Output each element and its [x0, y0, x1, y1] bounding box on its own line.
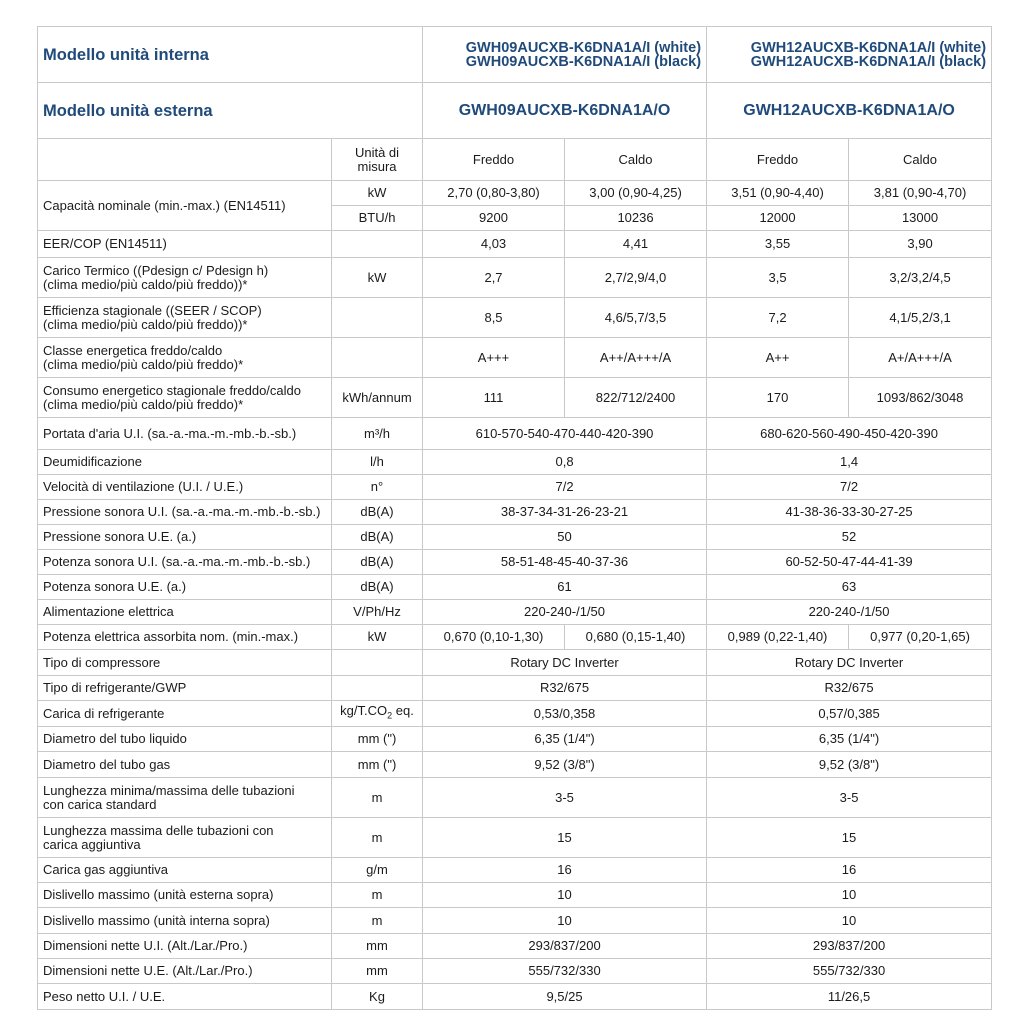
capacity-label: Capacità nominale (min.-max.) (EN14511) — [38, 181, 332, 231]
parameter-label: Lunghezza massima delle tubazioni con carica aggiuntiva — [38, 818, 332, 858]
value-cell: 52 — [707, 525, 992, 550]
value-cell: 10 — [707, 883, 992, 908]
parameter-label: Velocità di ventilazione (U.I. / U.E.) — [38, 475, 332, 500]
parameter-label: Classe energetica freddo/caldo (clima medio/più caldo/più freddo)* — [38, 338, 332, 378]
spec-row — [38, 418, 992, 450]
spec-row — [38, 600, 992, 625]
value-cell: 610-570-540-470-440-420-390 — [423, 418, 707, 450]
unit-cell: dB(A) — [332, 575, 423, 600]
spec-row — [38, 676, 992, 701]
unit-cell: dB(A) — [332, 500, 423, 525]
value-cell: 4,03 — [423, 231, 565, 258]
value-cell: A++/A+++/A — [565, 338, 707, 378]
value-cell: 4,41 — [565, 231, 707, 258]
parameter-label: Potenza sonora U.E. (a.) — [38, 575, 332, 600]
indoor-models-12: GWH12AUCXB-K6DNA1A/I (white) GWH12AUCXB-K6DNA1A/I (black) — [707, 27, 992, 83]
value-cell: 555/732/330 — [423, 959, 707, 984]
unit-cell: $kg/T.CO_2$ eq. — [332, 701, 423, 727]
indoor-model-label: Modello unità interna — [38, 27, 423, 83]
unit-cell: m — [332, 908, 423, 934]
unit-header: Unità di misura — [332, 139, 423, 181]
value-cell: 41-38-36-33-30-27-25 — [707, 500, 992, 525]
spec-row — [38, 934, 992, 959]
unit-cell — [332, 298, 423, 338]
parameter-label: EER/COP (EN14511) — [38, 231, 332, 258]
capacity-btu-value: 12000 — [707, 206, 849, 231]
capacity-kw-value: 2,70 (0,80-3,80) — [423, 181, 565, 206]
unit-cell: kWh/annum — [332, 378, 423, 418]
value-cell: 1,4 — [707, 450, 992, 475]
value-cell: 9,52 (3/8") — [707, 752, 992, 778]
value-cell: 555/732/330 — [707, 959, 992, 984]
value-cell: 293/837/200 — [707, 934, 992, 959]
value-cell: A+++ — [423, 338, 565, 378]
value-cell: R32/675 — [423, 676, 707, 701]
value-cell: 220-240-/1/50 — [707, 600, 992, 625]
capacity-btu-value: 9200 — [423, 206, 565, 231]
value-cell: 7/2 — [707, 475, 992, 500]
spec-row — [38, 258, 992, 298]
parameter-label: Carico Termico ((Pdesign c/ Pdesign h) (clima medio/più caldo/più freddo))* — [38, 258, 332, 298]
value-cell: 7/2 — [423, 475, 707, 500]
spec-row — [38, 231, 992, 258]
value-cell: Rotary DC Inverter — [707, 650, 992, 676]
spec-table — [37, 26, 992, 1010]
capacity-btu-value: 10236 — [565, 206, 707, 231]
value-cell: 0,670 (0,10-1,30) — [423, 625, 565, 650]
value-cell: 15 — [707, 818, 992, 858]
value-cell: 680-620-560-490-450-420-390 — [707, 418, 992, 450]
value-cell: 10 — [423, 908, 707, 934]
value-cell: 111 — [423, 378, 565, 418]
value-cell: 0,977 (0,20-1,65) — [849, 625, 992, 650]
value-cell: 38-37-34-31-26-23-21 — [423, 500, 707, 525]
spec-row — [38, 338, 992, 378]
value-cell: 0,57/0,385 — [707, 701, 992, 727]
value-cell: 0,53/0,358 — [423, 701, 707, 727]
capacity-kw-value: 3,81 (0,90-4,70) — [849, 181, 992, 206]
spec-row — [38, 575, 992, 600]
parameter-label: Diametro del tubo gas — [38, 752, 332, 778]
unit-cell — [332, 231, 423, 258]
value-cell: 822/712/2400 — [565, 378, 707, 418]
value-cell: 3,90 — [849, 231, 992, 258]
unit-cell — [332, 338, 423, 378]
parameter-label: Consumo energetico stagionale freddo/caldo (clima medio/più caldo/più freddo)* — [38, 378, 332, 418]
value-cell: 60-52-50-47-44-41-39 — [707, 550, 992, 575]
unit-cell: mm (") — [332, 727, 423, 752]
value-cell: 0,989 (0,22-1,40) — [707, 625, 849, 650]
unit-cell: V/Ph/Hz — [332, 600, 423, 625]
spec-row — [38, 525, 992, 550]
value-cell: 3,2/3,2/4,5 — [849, 258, 992, 298]
spec-row — [38, 378, 992, 418]
column-header-row — [38, 139, 992, 181]
spec-row — [38, 883, 992, 908]
parameter-label: Tipo di refrigerante/GWP — [38, 676, 332, 701]
value-cell: 170 — [707, 378, 849, 418]
value-cell: 10 — [423, 883, 707, 908]
outdoor-model-09: GWH09AUCXB-K6DNA1A/O — [423, 83, 707, 139]
spec-row — [38, 650, 992, 676]
parameter-label: Deumidificazione — [38, 450, 332, 475]
spec-row — [38, 500, 992, 525]
unit-cell: m — [332, 778, 423, 818]
unit-cell — [332, 650, 423, 676]
parameter-label: Potenza elettrica assorbita nom. (min.-max.) — [38, 625, 332, 650]
parameter-label: Dimensioni nette U.E. (Alt./Lar./Pro.) — [38, 959, 332, 984]
capacity-btu-value: 13000 — [849, 206, 992, 231]
value-cell: 4,1/5,2/3,1 — [849, 298, 992, 338]
value-cell: 4,6/5,7/3,5 — [565, 298, 707, 338]
spec-row — [38, 550, 992, 575]
unit-cell: m — [332, 883, 423, 908]
spec-sheet — [37, 26, 991, 1010]
unit-cell: n° — [332, 475, 423, 500]
capacity-kw-value: 3,00 (0,90-4,25) — [565, 181, 707, 206]
value-cell: 6,35 (1/4") — [423, 727, 707, 752]
power-input-row — [38, 625, 992, 650]
value-cell: 16 — [707, 858, 992, 883]
unit-cell: mm — [332, 959, 423, 984]
value-cell: 2,7/2,9/4,0 — [565, 258, 707, 298]
value-cell: 3,55 — [707, 231, 849, 258]
spec-row — [38, 778, 992, 818]
unit-cell: kW — [332, 258, 423, 298]
blank-header-cell — [38, 139, 332, 181]
parameter-label: Efficienza stagionale ((SEER / SCOP) (clima medio/più caldo/più freddo))* — [38, 298, 332, 338]
value-cell: 0,680 (0,15-1,40) — [565, 625, 707, 650]
value-cell: 10 — [707, 908, 992, 934]
value-cell: 61 — [423, 575, 707, 600]
parameter-label: Diametro del tubo liquido — [38, 727, 332, 752]
unit-cell: dB(A) — [332, 550, 423, 575]
value-cell: 0,8 — [423, 450, 707, 475]
value-cell: 63 — [707, 575, 992, 600]
value-cell: 50 — [423, 525, 707, 550]
unit-cell: l/h — [332, 450, 423, 475]
unit-cell: kW — [332, 625, 423, 650]
capacity-kw-value: 3,51 (0,90-4,40) — [707, 181, 849, 206]
cooling-header: Freddo — [423, 139, 565, 181]
value-cell: 8,5 — [423, 298, 565, 338]
heating-header: Caldo — [849, 139, 992, 181]
parameter-label: Pressione sonora U.E. (a.) — [38, 525, 332, 550]
value-cell: 6,35 (1/4") — [707, 727, 992, 752]
value-cell: 15 — [423, 818, 707, 858]
parameter-label: Dimensioni nette U.I. (Alt./Lar./Pro.) — [38, 934, 332, 959]
unit-cell: mm — [332, 934, 423, 959]
value-cell: A+/A+++/A — [849, 338, 992, 378]
parameter-label: Carica gas aggiuntiva — [38, 858, 332, 883]
value-cell: 2,7 — [423, 258, 565, 298]
value-cell: A++ — [707, 338, 849, 378]
value-cell: 9,5/25 — [423, 984, 707, 1010]
parameter-label: Tipo di compressore — [38, 650, 332, 676]
spec-row — [38, 450, 992, 475]
outdoor-model-label: Modello unità esterna — [38, 83, 423, 139]
cooling-header: Freddo — [707, 139, 849, 181]
spec-row — [38, 984, 992, 1010]
indoor-models-09: GWH09AUCXB-K6DNA1A/I (white) GWH09AUCXB-K6DNA1A/I (black) — [423, 27, 707, 83]
capacity-unit-btu: BTU/h — [332, 206, 423, 231]
parameter-label: Lunghezza minima/massima delle tubazioni con carica standard — [38, 778, 332, 818]
spec-row — [38, 818, 992, 858]
value-cell: Rotary DC Inverter — [423, 650, 707, 676]
value-cell: 11/26,5 — [707, 984, 992, 1010]
unit-cell: Kg — [332, 984, 423, 1010]
parameter-label: Dislivello massimo (unità interna sopra) — [38, 908, 332, 934]
value-cell: 220-240-/1/50 — [423, 600, 707, 625]
capacity-unit-kw: kW — [332, 181, 423, 206]
value-cell: 3-5 — [707, 778, 992, 818]
unit-cell: mm (") — [332, 752, 423, 778]
indoor-model-row — [38, 27, 992, 83]
spec-row — [38, 727, 992, 752]
parameter-label: Dislivello massimo (unità esterna sopra) — [38, 883, 332, 908]
value-cell: 7,2 — [707, 298, 849, 338]
value-cell: 58-51-48-45-40-37-36 — [423, 550, 707, 575]
outdoor-model-row — [38, 83, 992, 139]
value-cell: 1093/862/3048 — [849, 378, 992, 418]
spec-row — [38, 959, 992, 984]
heating-header: Caldo — [565, 139, 707, 181]
value-cell: 293/837/200 — [423, 934, 707, 959]
outdoor-model-12: GWH12AUCXB-K6DNA1A/O — [707, 83, 992, 139]
capacity-row-kw — [38, 181, 992, 206]
value-cell: 3,5 — [707, 258, 849, 298]
value-cell: 3-5 — [423, 778, 707, 818]
spec-row — [38, 908, 992, 934]
unit-cell: dB(A) — [332, 525, 423, 550]
parameter-label: Carica di refrigerante — [38, 701, 332, 727]
parameter-label: Alimentazione elettrica — [38, 600, 332, 625]
unit-cell: m³/h — [332, 418, 423, 450]
spec-row — [38, 475, 992, 500]
parameter-label: Portata d'aria U.I. (sa.-a.-ma.-m.-mb.-b.-sb.) — [38, 418, 332, 450]
spec-row — [38, 858, 992, 883]
parameter-label: Peso netto U.I. / U.E. — [38, 984, 332, 1010]
unit-cell: m — [332, 818, 423, 858]
value-cell: 9,52 (3/8") — [423, 752, 707, 778]
parameter-label: Potenza sonora U.I. (sa.-a.-ma.-m.-mb.-b.-sb.) — [38, 550, 332, 575]
spec-row — [38, 752, 992, 778]
spec-row — [38, 298, 992, 338]
value-cell: 16 — [423, 858, 707, 883]
unit-cell: g/m — [332, 858, 423, 883]
spec-row — [38, 701, 992, 727]
value-cell: R32/675 — [707, 676, 992, 701]
unit-cell — [332, 676, 423, 701]
parameter-label: Pressione sonora U.I. (sa.-a.-ma.-m.-mb.-b.-sb.) — [38, 500, 332, 525]
